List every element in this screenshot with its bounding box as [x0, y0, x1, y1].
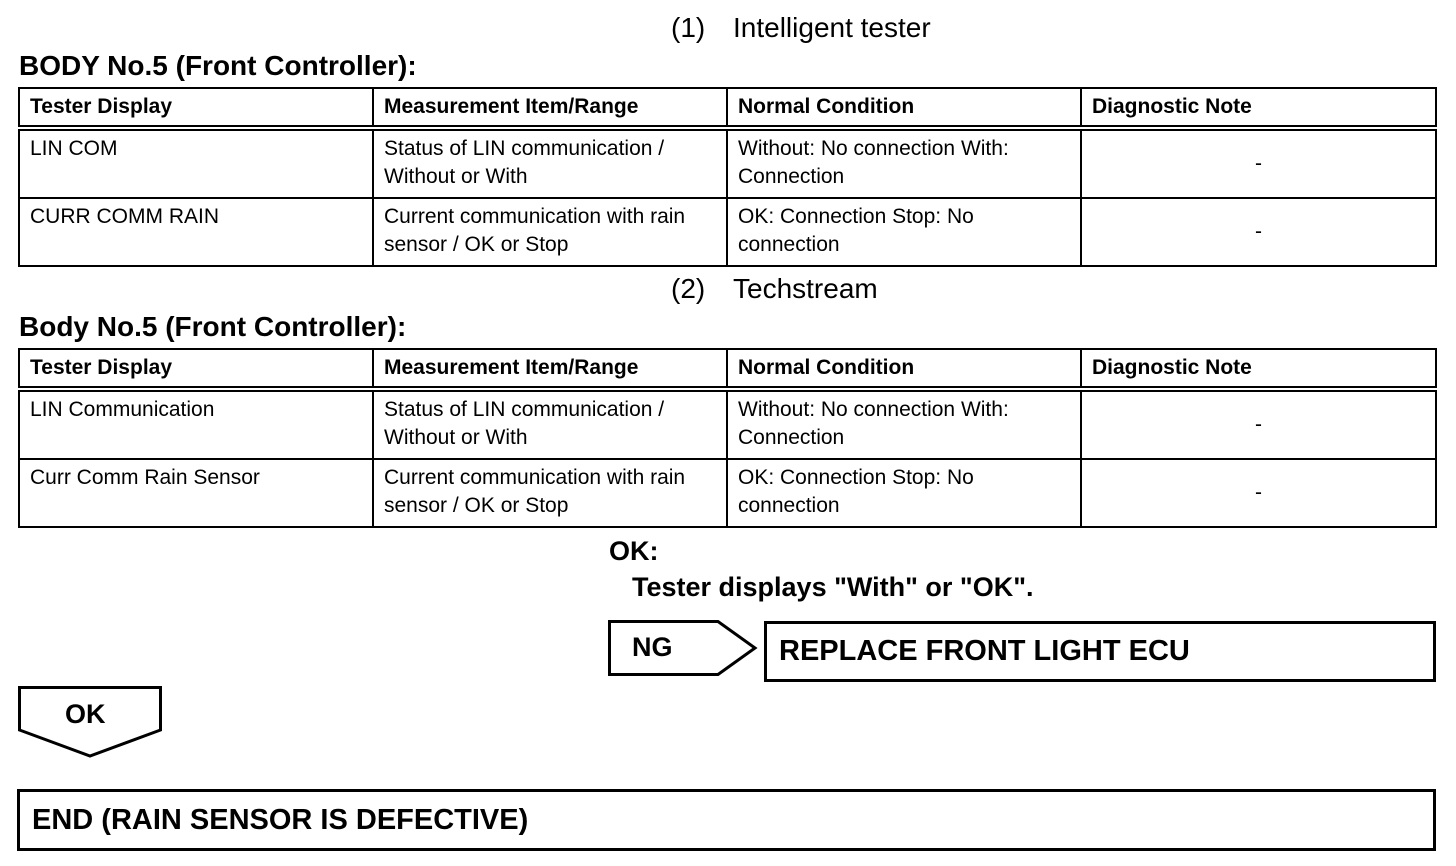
cell-normal-condition: OK: Connection Stop: No connection — [727, 459, 1081, 527]
section-1-number: (1) — [671, 12, 706, 43]
cell-measurement-item: Current communication with rain sensor / OK or Stop — [373, 198, 727, 266]
ng-arrow-icon — [608, 620, 758, 676]
cell-tester-display: Curr Comm Rain Sensor — [19, 459, 373, 527]
cell-measurement-item: Current communication with rain sensor / OK or Stop — [373, 459, 727, 527]
cell-diagnostic-note: - — [1081, 389, 1436, 459]
table-row — [19, 128, 1436, 198]
cell-measurement-item: Status of LIN communication / Without or With — [373, 389, 727, 459]
section-2-heading-text: Techstream — [733, 273, 878, 304]
section-2-heading — [671, 273, 878, 305]
cell-diagnostic-note: - — [1081, 198, 1436, 266]
table-1-title: BODY No.5 (Front Controller): — [19, 50, 417, 81]
end-action-text: END (RAIN SENSOR IS DEFECTIVE) — [32, 803, 529, 836]
header-tester-display: Tester Display — [19, 88, 373, 128]
header-diagnostic-note: Diagnostic Note — [1081, 349, 1436, 389]
table-row — [19, 389, 1436, 459]
cell-diagnostic-note: - — [1081, 459, 1436, 527]
table-row — [19, 198, 1436, 266]
cell-tester-display: CURR COMM RAIN — [19, 198, 373, 266]
header-tester-display: Tester Display — [19, 349, 373, 389]
header-measurement-item: Measurement Item/Range — [373, 88, 727, 128]
table-row — [19, 459, 1436, 527]
table-header-row — [19, 88, 1436, 128]
ng-label: NG — [632, 632, 673, 662]
cell-tester-display: LIN COM — [19, 128, 373, 198]
table-header-row — [19, 349, 1436, 389]
ng-action-text: REPLACE FRONT LIGHT ECU — [779, 635, 1190, 667]
table-2 — [18, 348, 1437, 528]
table-1 — [18, 87, 1437, 267]
cell-tester-display: LIN Communication — [19, 389, 373, 459]
cell-diagnostic-note: - — [1081, 128, 1436, 198]
end-action-box — [17, 789, 1436, 851]
header-normal-condition: Normal Condition — [727, 88, 1081, 128]
header-normal-condition: Normal Condition — [727, 349, 1081, 389]
section-1-heading-text: Intelligent tester — [733, 12, 931, 43]
ok-arrow-label: OK — [65, 699, 106, 729]
header-measurement-item: Measurement Item/Range — [373, 349, 727, 389]
ok-result-label: OK: — [609, 536, 659, 566]
ng-action-box — [764, 621, 1436, 682]
cell-normal-condition: Without: No connection With: Connection — [727, 128, 1081, 198]
section-1-heading — [671, 12, 931, 44]
ok-result-text: Tester displays "With" or "OK". — [632, 572, 1034, 602]
header-diagnostic-note: Diagnostic Note — [1081, 88, 1436, 128]
table-2-title: Body No.5 (Front Controller): — [19, 311, 407, 342]
cell-normal-condition: OK: Connection Stop: No connection — [727, 198, 1081, 266]
section-2-number: (2) — [671, 273, 706, 304]
cell-normal-condition: Without: No connection With: Connection — [727, 389, 1081, 459]
cell-measurement-item: Status of LIN communication / Without or With — [373, 128, 727, 198]
